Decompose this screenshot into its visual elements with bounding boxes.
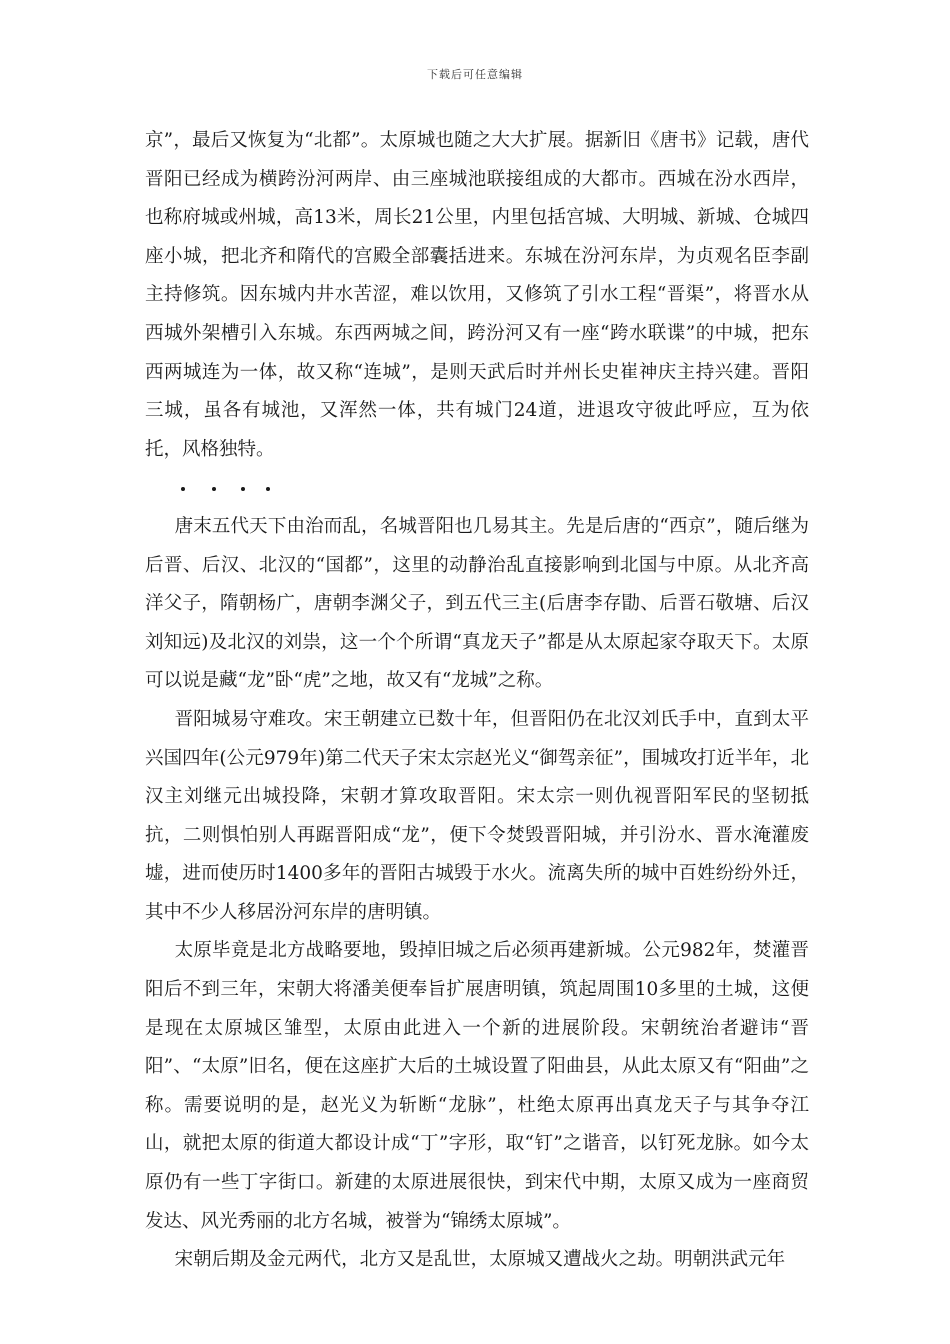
divider-dot — [181, 487, 185, 491]
divider-dot — [266, 487, 270, 491]
paragraph-3: 晋阳城易守难攻。宋王朝建立已数十年，但晋阳仍在北汉刘氏手中，直到太平兴国四年(公元979年)第二代天子宋太宗赵光义“御驾亲征”，围城攻打近半年，北汉主刘继元出城投降，宋朝才算攻取晋阳。宋太宗一则仇视晋阳军民的坚韧抵抗，二则惧怕别人再踞晋阳成“龙”，便下令焚毁晋阳城，并引汾水、晋水淹灌废墟，进而使历时1400多年的晋阳古城毁于水火。流离失所的城中百姓纷纷外迁，其中不少人移居汾河东岸的唐明镇。 — [145, 708, 809, 923]
divider-dot — [212, 487, 216, 491]
page-header: 下载后可任意编辑 — [427, 68, 523, 81]
paragraph-5: 宋朝后期及金元两代，北方又是乱世，太原城又遭战火之劫。明朝洪武元年 — [174, 1249, 786, 1271]
article-body — [145, 122, 809, 1280]
paragraph-1: 京”，最后又恢复为“北都”。太原城也随之大大扩展。据新旧《唐书》记载，唐代晋阳已经成为横跨汾河两岸、由三座城池联接组成的大都市。西城在汾水西岸，也称府城或州城，高13米，周长21公里，内里包括宫城、大明城、新城、仓城四座小城，把北齐和隋代的宫殿全部囊括进来。东城在汾河东岸，为贞观名臣李副主持修筑。因东城内井水苦涩，难以饮用，又修筑了引水工程“晋渠”，将晋水从西城外架槽引入东城。东西两城之间，跨汾河又有一座“跨水联谍”的中城，把东西两城连为一体，故又称“连城”，是则天武后时并州长史崔神庆主持兴建。晋阳三城，虽各有城池，又浑然一体，共有城门24道，进退攻守彼此呼应，互为依托，风格独特。 — [145, 130, 809, 460]
paragraph-2: 唐末五代天下由治而乱，名城晋阳也几易其主。先是后唐的“西京”，随后继为后晋、后汉、北汉的“国都”，这里的动静治乱直接影响到北国与中原。从北齐高洋父子，隋朝杨广，唐朝李渊父子，到五代三主(后唐李存勖、后晋石敬塘、后汉刘知远)及北汉的刘祟，这一个个所谓“真龙天子”都是从太原起家夺取天下。太原可以说是藏“龙”卧“虎”之地，故又有“龙城”之称。 — [145, 515, 809, 692]
section-divider-dots — [145, 469, 809, 508]
paragraph-4: 太原毕竟是北方战略要地，毁掉旧城之后必须再建新城。公元982年，焚灌晋阳后不到三年，宋朝大将潘美便奉旨扩展唐明镇，筑起周围10多里的土城，这便是现在太原城区雏型，太原由此进入一个新的进展阶段。宋朝统治者避讳“晋阳”、“太原”旧名，便在这座扩大后的土城设置了阳曲县，从此太原又有“阳曲”之称。需要说明的是，赵光义为斩断“龙脉”，杜绝太原再出真龙天子与其争夺江山，就把太原的街道大都设计成“丁”字形，取“钉”之谐音，以钉死龙脉。如今太原仍有一些丁字街口。新建的太原进展很快，到宋代中期，太原又成为一座商贸发达、风光秀丽的北方名城，被誉为“锦绣太原城”。 — [145, 940, 809, 1232]
divider-dot — [241, 487, 245, 491]
